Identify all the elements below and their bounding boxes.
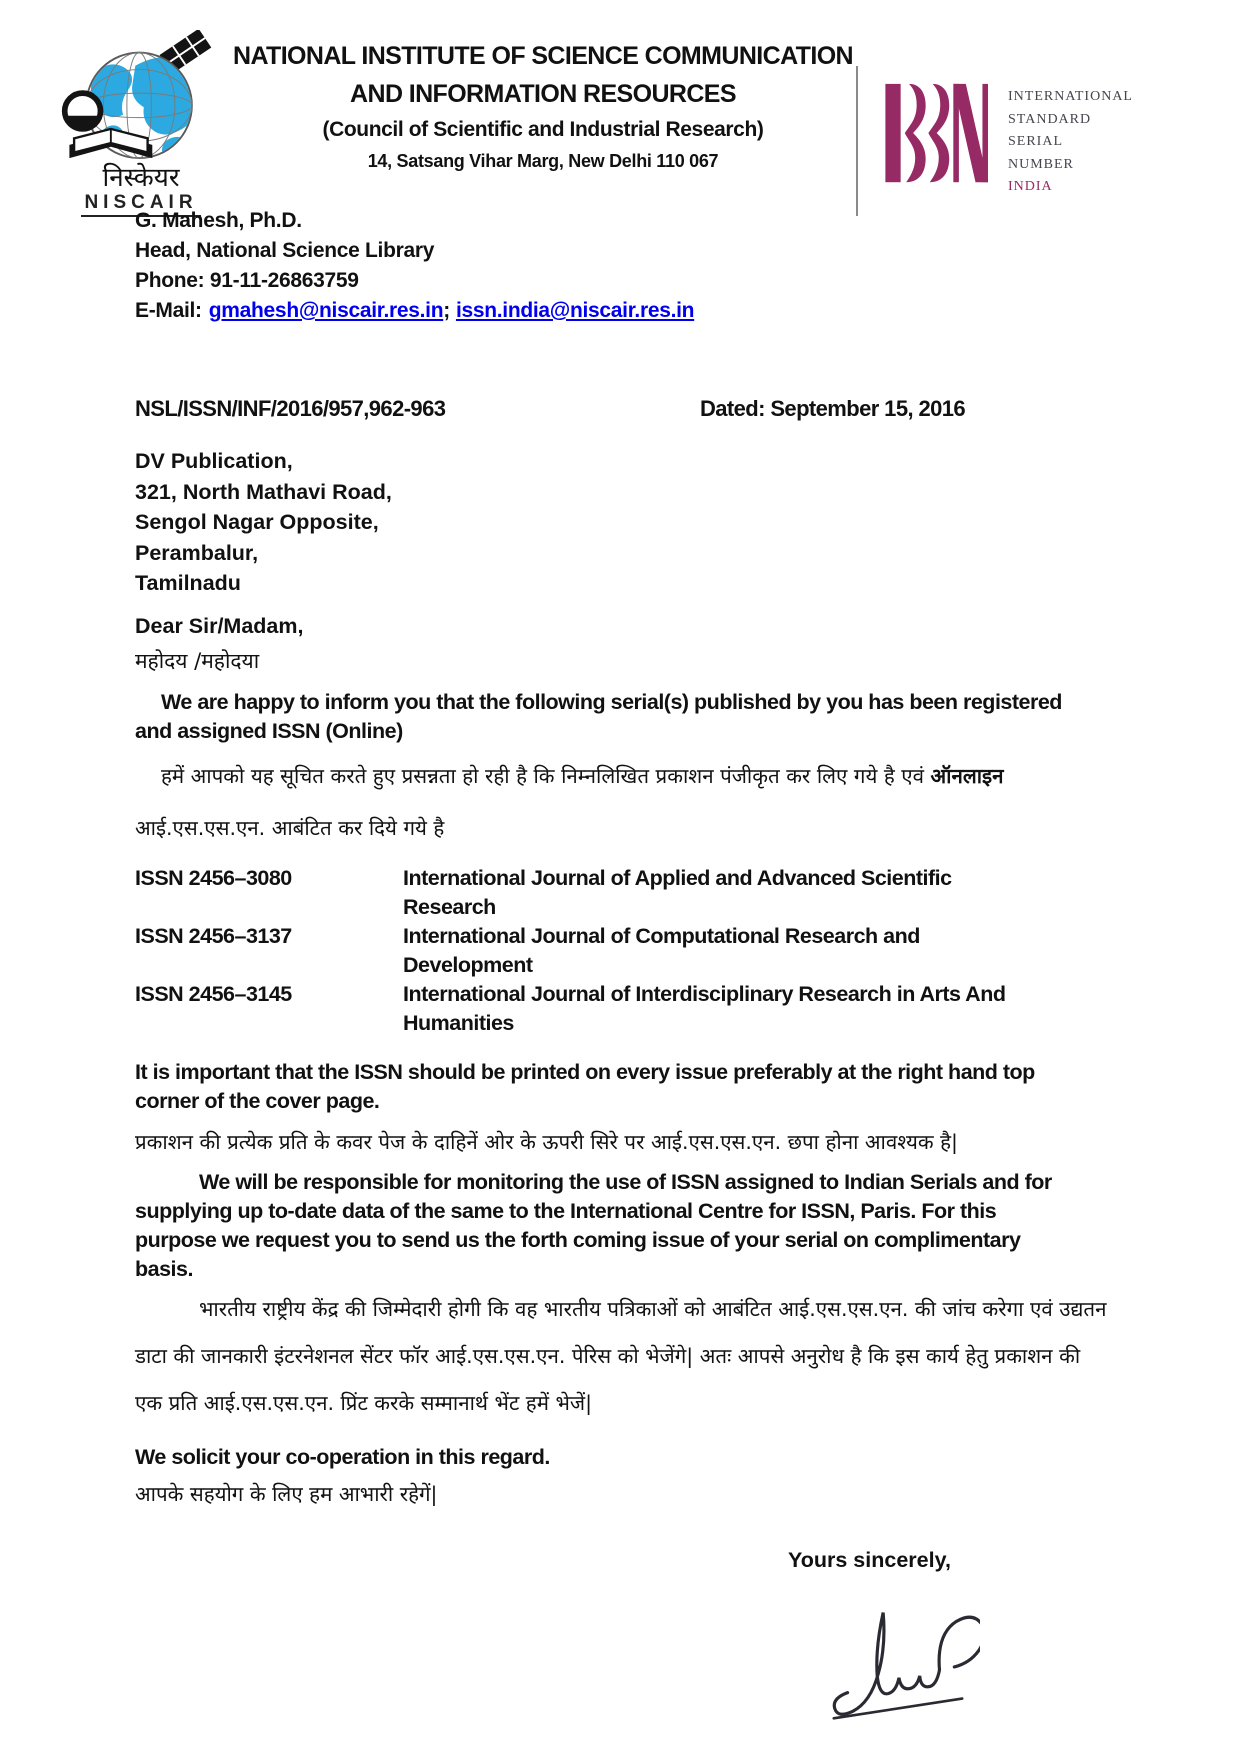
org-subtitle: (Council of Scientific and Industrial Research) — [322, 118, 764, 141]
hindi-text: आई.एस.एस.एन. आबंटित कर दिये गये है — [135, 816, 445, 840]
paragraph-cooperation-hindi: आपके सहयोग के लिए हम आभारी रहेगें| — [135, 1482, 438, 1506]
letter-body — [135, 688, 1107, 1514]
paragraph-monitoring-hindi: भारतीय राष्ट्रीय केंद्र की जिम्मेदारी होगी कि वह भारतीय पत्रिकाओं को आबंटित आई.एस.एस.एन. की जांच करेगा एवं उद्यतन डाटा की जानकारी इंटरनेशनल सेंटर फॉर आई.एस.एस.एन. पेरिस को भेजेंगे| अतः आपसे अनुरोध है कि इस कार्य हेतु प्रकाशन की एक प्रति आई.एस.एस.एन. प्रिंट करके सम्मानार्थ भेंट हमें भेजें| — [135, 1297, 1107, 1415]
issn-text-line: STANDARD — [1008, 111, 1092, 127]
issn-number: ISSN 2456–3080 — [135, 866, 292, 890]
email-link-gmahesh[interactable]: gmahesh@niscair.res.in — [208, 299, 444, 322]
signature-icon — [812, 1596, 980, 1728]
recipient-line: 321, North Mathavi Road, — [135, 479, 392, 504]
recipient-line: DV Publication, — [135, 449, 293, 473]
issn-text-line: NUMBER — [1008, 156, 1074, 172]
paragraph-monitoring-english: We will be responsible for monitoring the use of ISSN assigned to Indian Serials and for supplying up to-date data of the same to the International Centre for ISSN, Paris. For this purpose we request you to send us the forth coming issue of your serial on complimentary basis. — [135, 1170, 1052, 1281]
sender-name: G. Mahesh, Ph.D. — [135, 209, 302, 232]
email-link-issn-india[interactable]: issn.india@niscair.res.in — [455, 299, 695, 322]
salutation-english: Dear Sir/Madam, — [135, 614, 304, 638]
paragraph-registration-english: We are happy to inform you that the following serial(s) published by you has been registered and assigned ISSN (Online) — [135, 690, 1062, 743]
recipient-line: Sengol Nagar Opposite, — [135, 510, 379, 534]
issn-text-line: INTERNATIONAL — [1008, 89, 1133, 104]
issn-text-line: SERIAL — [1008, 134, 1063, 149]
reference-number: NSL/ISSN/INF/2016/957,962-963 — [135, 396, 446, 421]
paragraph-registration-hindi — [135, 750, 1107, 854]
email-separator: ; — [443, 299, 450, 322]
sender-block — [135, 206, 694, 326]
salutation-block — [135, 612, 303, 676]
recipient-address — [135, 446, 392, 599]
niscair-globe-icon — [56, 30, 226, 160]
journal-title: International Journal of Interdisciplinary Research in Arts And Humanities — [403, 982, 1006, 1035]
journal-title: International Journal of Applied and Advanced Scientific Research — [403, 866, 952, 919]
salutation-hindi: महोदय /महोदया — [135, 649, 260, 673]
issn-number: ISSN 2456–3145 — [135, 982, 292, 1006]
issn-number: ISSN 2456–3137 — [135, 924, 292, 948]
issn-logo-icon — [884, 82, 988, 186]
hindi-bold-online: ऑनलाइन — [930, 764, 1004, 788]
org-address: 14, Satsang Vihar Marg, New Delhi 110 067 — [367, 151, 719, 171]
paragraph-print-instruction-hindi: प्रकाशन की प्रत्येक प्रति के कवर पेज के दाहिनें ओर के ऊपरी सिरे पर आई.एस.एस.एन. छपा होना आवश्यक है| — [135, 1130, 958, 1154]
sender-designation: Head, National Science Library — [135, 239, 435, 262]
niscair-hindi-name: निस्केयर — [102, 163, 180, 193]
issn-assignment-list — [135, 864, 1107, 1038]
paragraph-cooperation-english: We solicit your co-operation in this regard. — [135, 1445, 550, 1469]
header-divider — [856, 66, 858, 216]
org-title-line2: AND INFORMATION RESOURCES — [350, 80, 736, 108]
niscair-latin-name: NISCAIR — [81, 192, 200, 217]
niscair-logo — [48, 30, 234, 217]
letter-date: Dated: September 15, 2016 — [700, 396, 966, 421]
issn-row — [135, 864, 1107, 922]
recipient-line: Tamilnadu — [135, 571, 241, 595]
reference-row — [135, 396, 1107, 422]
email-label: E-Mail: — [135, 299, 202, 322]
issn-text-india: INDIA — [1008, 179, 1053, 194]
org-title-line1: NATIONAL INSTITUTE OF SCIENCE COMMUNICATION — [232, 42, 853, 70]
sender-email-line — [135, 296, 694, 326]
valediction: Yours sincerely, — [788, 1548, 951, 1572]
recipient-line: Perambalur, — [135, 540, 259, 565]
issn-row — [135, 980, 1107, 1038]
letterhead-title-block — [232, 38, 854, 175]
issn-logo-text — [1008, 86, 1133, 199]
hindi-text: हमें आपको यह सूचित करते हुए प्रसन्नता हो रही है कि निम्नलिखित प्रकाशन पंजीकृत कर लिए गये है एवं — [161, 764, 931, 788]
journal-title: International Journal of Computational Research and Development — [403, 924, 920, 977]
sender-phone: Phone: 91-11-26863759 — [135, 269, 359, 292]
paragraph-print-instruction-english: It is important that the ISSN should be printed on every issue preferably at the right hand top corner of the cover page. — [135, 1060, 1035, 1113]
issn-row — [135, 922, 1107, 980]
